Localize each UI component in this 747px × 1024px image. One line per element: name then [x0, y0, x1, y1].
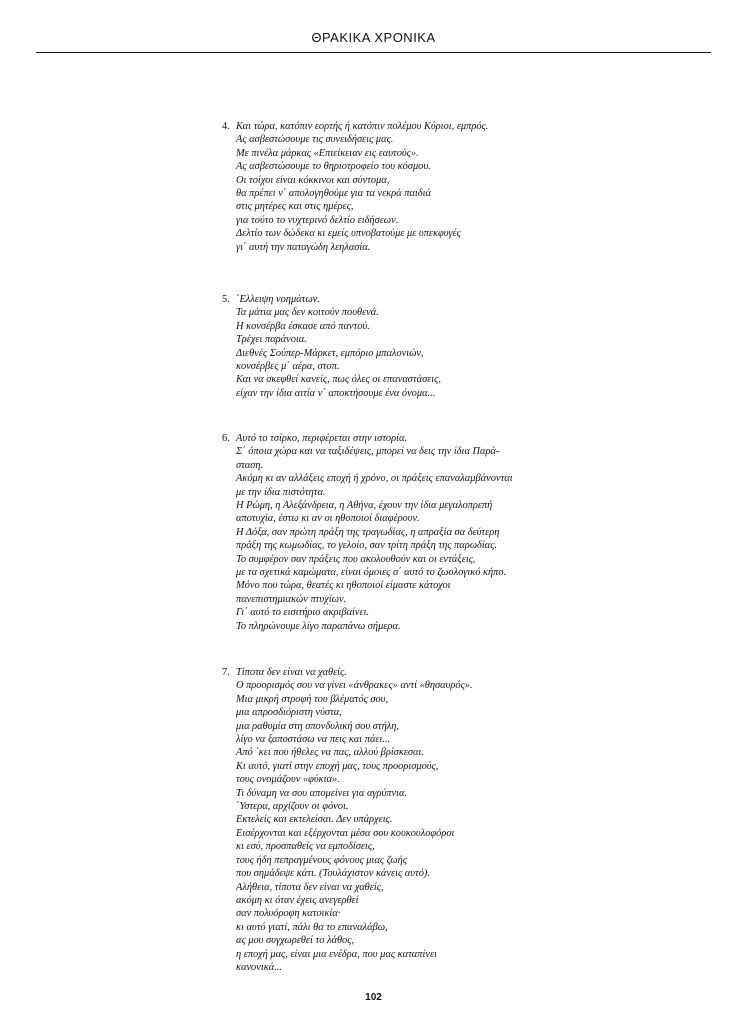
- poem-line: είχαν την ίδια αιτία ν΄ αποκτήσουμε ένα όνομα...: [236, 387, 436, 399]
- poem-line: Ας ασβεστώσουμε το θηριοτροφείο του κόσμου.: [236, 161, 431, 173]
- poem-line: λίγο να ξαποστάσω να πεις και πάει...: [236, 734, 391, 746]
- poem-line: [222, 666, 473, 679]
- poem-7: [222, 666, 473, 974]
- poem-line: Εισέρχονται και εξέρχονται μέσα σου κουκουλοφόροι: [236, 827, 455, 839]
- poem-line: κι αυτό γιατί, πάλι θα το επαναλάβω,: [236, 921, 388, 933]
- poem-line: Εκτελείς και εκτελείσαι. Δεν υπάρχεις.: [236, 814, 393, 826]
- header-rule: [36, 52, 711, 53]
- poem-line: Το συμφέρον σαν πράξεις που ακολουθούν και οι εντάξεις,: [236, 553, 476, 565]
- poem-4: [222, 120, 488, 254]
- poem-line: μια απροσδιόριστη νύστα,: [236, 707, 342, 719]
- poem-line: γι΄ αυτή την παταγώδη λεηλασία.: [236, 241, 371, 253]
- poem-line-text: Τίποτα δεν είναι να χαθείς.: [236, 667, 347, 678]
- poem-6: [222, 432, 513, 633]
- poem-line: Σ΄ όποια χώρα και να ταξιδέψεις, μπορεί να δεις την ίδια Παρά-: [236, 446, 500, 458]
- poem-line: [222, 120, 488, 133]
- poem-line: Το πληρώνουμε λίγο παραπάνω σήμερα.: [236, 620, 401, 632]
- poem-number: 7.: [222, 667, 230, 678]
- poem-line: Δελτίο των δώδεκα κι εμείς υπνοβατούμε με υπεκφυγές: [236, 228, 461, 240]
- poem-line-text: ΄Ελλειψη νοημάτων.: [236, 294, 320, 305]
- poem-line: Τι δύναμη να σου απομείνει για αγρύπνια.: [236, 787, 408, 799]
- poem-line: ΄Υστερα, αρχίζουν οι φόνοι.: [236, 801, 349, 813]
- poem-line: Η κονσέρβα έσκασε από παντού.: [236, 320, 370, 332]
- poem-line: Η Ρώμη, η Αλεξάνδρεια, η Αθήνα, έχουν την ίδια μεγαλοπρεπή: [236, 500, 493, 512]
- poem-line: [222, 432, 513, 445]
- poem-line: κονσέρβες μ΄ αέρα, στοπ.: [236, 361, 340, 373]
- poem-line: πανεπιστημιακών πτυχίων.: [236, 593, 347, 605]
- poem-line: Η Δόξα, σαν πρώτη πράξη της τραγωδίας, η απραξία σα δεύτερη: [236, 526, 500, 538]
- poem-line: Τα μάτια μας δεν κοιτούν πουθενά.: [236, 307, 379, 319]
- poem-line: Τρέχει παράνοια.: [236, 334, 307, 346]
- poem-line: κανονικά...: [236, 961, 282, 973]
- poem-number: 5.: [222, 294, 230, 305]
- poem-line: Ακόμη κι αν αλλάξεις εποχή ή χρόνο, οι πράξεις επαναλαμβάνονται: [236, 473, 513, 485]
- poem-line: Διεθνές Σούπερ-Μάρκετ, εμπόριο μπαλονιών,: [236, 347, 424, 359]
- poem-line: Γι΄ αυτό το εισιτήριο ακριβαίνει.: [236, 607, 370, 619]
- poem-line: σαν πολυόροφη κατοικία·: [236, 908, 341, 920]
- poem-line: πράξη της κωμωδίας, το γελοίο, σαν τρίτη πράξη της παρωδίας.: [236, 540, 498, 552]
- poem-line: Και να σκεφθεί κανείς, πως όλες οι επαναστάσεις,: [236, 374, 441, 386]
- poem-line: κι εσύ, προσπαθείς να εμποδίσεις,: [236, 841, 375, 853]
- poem-line: αποτυχία, έστω κι αν οι ηθοποιοί διαφέρουν.: [236, 513, 420, 525]
- poem-line: [222, 293, 441, 306]
- poem-number: 6.: [222, 433, 230, 444]
- poem-line: μια ραθυμία στη σπονδυλική σου στήλη,: [236, 720, 400, 732]
- poem-line: τους ονομάζουν «φύκια».: [236, 774, 340, 786]
- poem-line-text: Και τώρα, κατόπιν εορτής ή κατόπιν πολέμου Κύριοι, εμπρός.: [236, 121, 489, 132]
- poem-line: Κι αυτό, γιατί στην εποχή μας, τους προορισμούς,: [236, 760, 439, 772]
- poem-line: με τα σχετικά καμώματα, είναι όμοιες σ΄ αυτό το ζωολογικό κήπο.: [236, 567, 507, 579]
- poem-line: ας μου συγχωρεθεί το λάθος,: [236, 935, 355, 947]
- poem-line: Ας ασβεστώσουμε τις συνειδήσεις μας.: [236, 134, 394, 146]
- poem-line: Οι τοίχοι είναι κόκκινοι και σύντομα,: [236, 174, 390, 186]
- poem-line: Με πινέλα μάρκας «Επιείκειαν εις εαυτούς».: [236, 147, 419, 159]
- poem-line: στις μητέρες και στις ημέρες,: [236, 201, 354, 213]
- poem-line: Μια μικρή στροφή του βλέματός σου,: [236, 693, 389, 705]
- poem-line: η εποχή μας, είναι μια ενέδρα, που μας καταπίνει: [236, 948, 437, 960]
- poem-line: Αλήθεια, τίποτα δεν είναι να χαθείς,: [236, 881, 384, 893]
- poem-line: για τούτο το νυχτερινό δελτίο ειδήσεων.: [236, 214, 399, 226]
- poem-line: ακόμη κι όταν έχεις ανεγερθεί: [236, 894, 359, 906]
- poem-line: θα πρέπει ν΄ απολογηθούμε για τα νεκρά παιδιά: [236, 188, 431, 200]
- running-header: ΘΡΑΚΙΚΑ ΧΡΟΝΙΚΑ: [311, 30, 436, 45]
- poem-line-text: Αυτό το τσίρκο, περιφέρεται στην ιστορία.: [236, 433, 408, 444]
- poem-5: [222, 293, 441, 400]
- poem-line: Από ΄κει που ήθελες να πας, αλλού βρίσκεσαι.: [236, 747, 424, 759]
- poem-line: Ο προορισμός σου να γίνει «άνθρακες» αντί «θησαυρός».: [236, 680, 473, 692]
- poem-line: τους ήδη πεπραγμένους φόνους μιας ζωής: [236, 854, 407, 866]
- poem-line: που σημάδεψε κάτι. (Τουλάχιστον κάνεις αυτό).: [236, 868, 430, 880]
- poem-number: 4.: [222, 121, 230, 132]
- poem-line: Μόνο που τώρα, θεατές κι ηθοποιοί είμαστε κάτοχοι: [236, 580, 451, 592]
- page-number: 102: [365, 992, 382, 1003]
- poem-line: με την ίδια πιστότητα.: [236, 486, 326, 498]
- poem-line: σταση.: [236, 459, 264, 471]
